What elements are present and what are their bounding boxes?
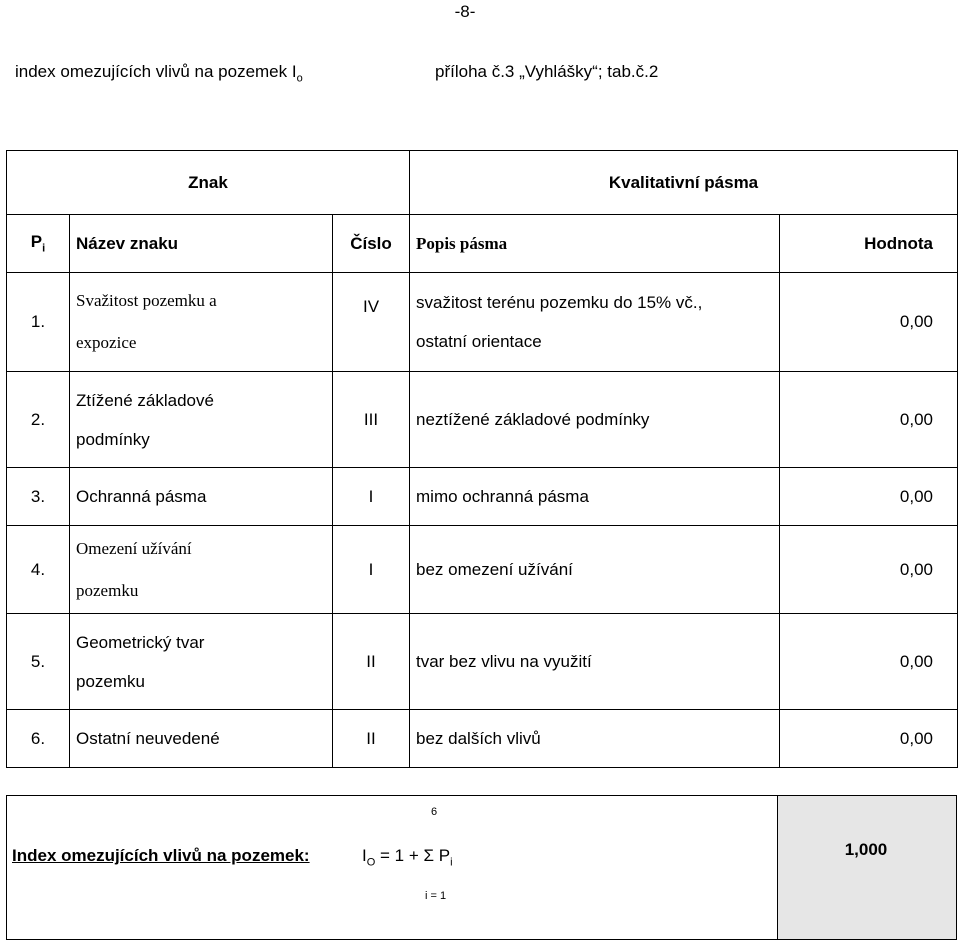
row-hodnota: 0,00 [780,468,958,526]
row-hodnota: 0,00 [780,372,958,468]
row-popis: bez omezení užívání [410,526,780,614]
row-name: Ostatní neuvedené [70,710,333,768]
row-num: 2. [7,372,70,468]
col-header-popis: Popis pásma [410,215,780,273]
row-cislo: III [333,372,410,468]
row-popis: tvar bez vlivu na využití [410,614,780,710]
group-header-row [7,151,958,215]
row-name: Ochranná pásma [70,468,333,526]
col-header-hodnota: Hodnota [780,215,958,273]
row-popis: mimo ochranná pásma [410,468,780,526]
row-cislo: I [333,468,410,526]
table-row [7,273,958,372]
table-row [7,468,958,526]
row-cislo: IV [333,273,410,372]
row-popis: svažitost terénu pozemku do 15% vč., ostatní orientace [410,273,780,372]
column-header-row [7,215,958,273]
table-row [7,526,958,614]
total-label: Index omezujících vlivů na pozemek: [12,846,310,865]
row-num: 1. [7,273,70,372]
row-popis: neztížené základové podmínky [410,372,780,468]
main-table [6,150,958,768]
row-cislo: II [333,710,410,768]
total-value-box [777,795,957,940]
table-row [7,614,958,710]
col-header-cislo: Číslo [333,215,410,273]
row-hodnota: 0,00 [780,710,958,768]
row-hodnota: 0,00 [780,273,958,372]
col-header-nazev: Název znaku [70,215,333,273]
group-header-znak: Znak [7,151,410,215]
row-name: Omezení užívání pozemku [70,526,333,614]
header-reference: příloha č.3 „Vyhlášky“; tab.č.2 [435,62,659,81]
page-number: -8- [454,2,476,21]
col-header-p: $P_i$ [7,215,70,273]
row-hodnota: 0,00 [780,526,958,614]
row-num: 5. [7,614,70,710]
group-header-pasma: Kvalitativní pásma [410,151,958,215]
row-hodnota: 0,00 [780,614,958,710]
table-row [7,372,958,468]
row-num: 6. [7,710,70,768]
row-name: Ztížené základové podmínky [70,372,333,468]
header-title: index omezujících vlivů na pozemek $I_o$ [15,62,303,85]
table-row [7,710,958,768]
total-formula: $I_O = 1 + \Sigma$ $P_i$ [362,846,453,869]
total-value: 1,000 [844,840,888,859]
sum-upper-limit: 6 [431,806,438,818]
row-num: 3. [7,468,70,526]
row-cislo: I [333,526,410,614]
row-name: Svažitost pozemku a expozice [70,273,333,372]
row-num: 4. [7,526,70,614]
sum-lower-limit: i = 1 [425,890,447,902]
row-popis: bez dalších vlivů [410,710,780,768]
row-cislo: II [333,614,410,710]
row-name: Geometrický tvar pozemku [70,614,333,710]
